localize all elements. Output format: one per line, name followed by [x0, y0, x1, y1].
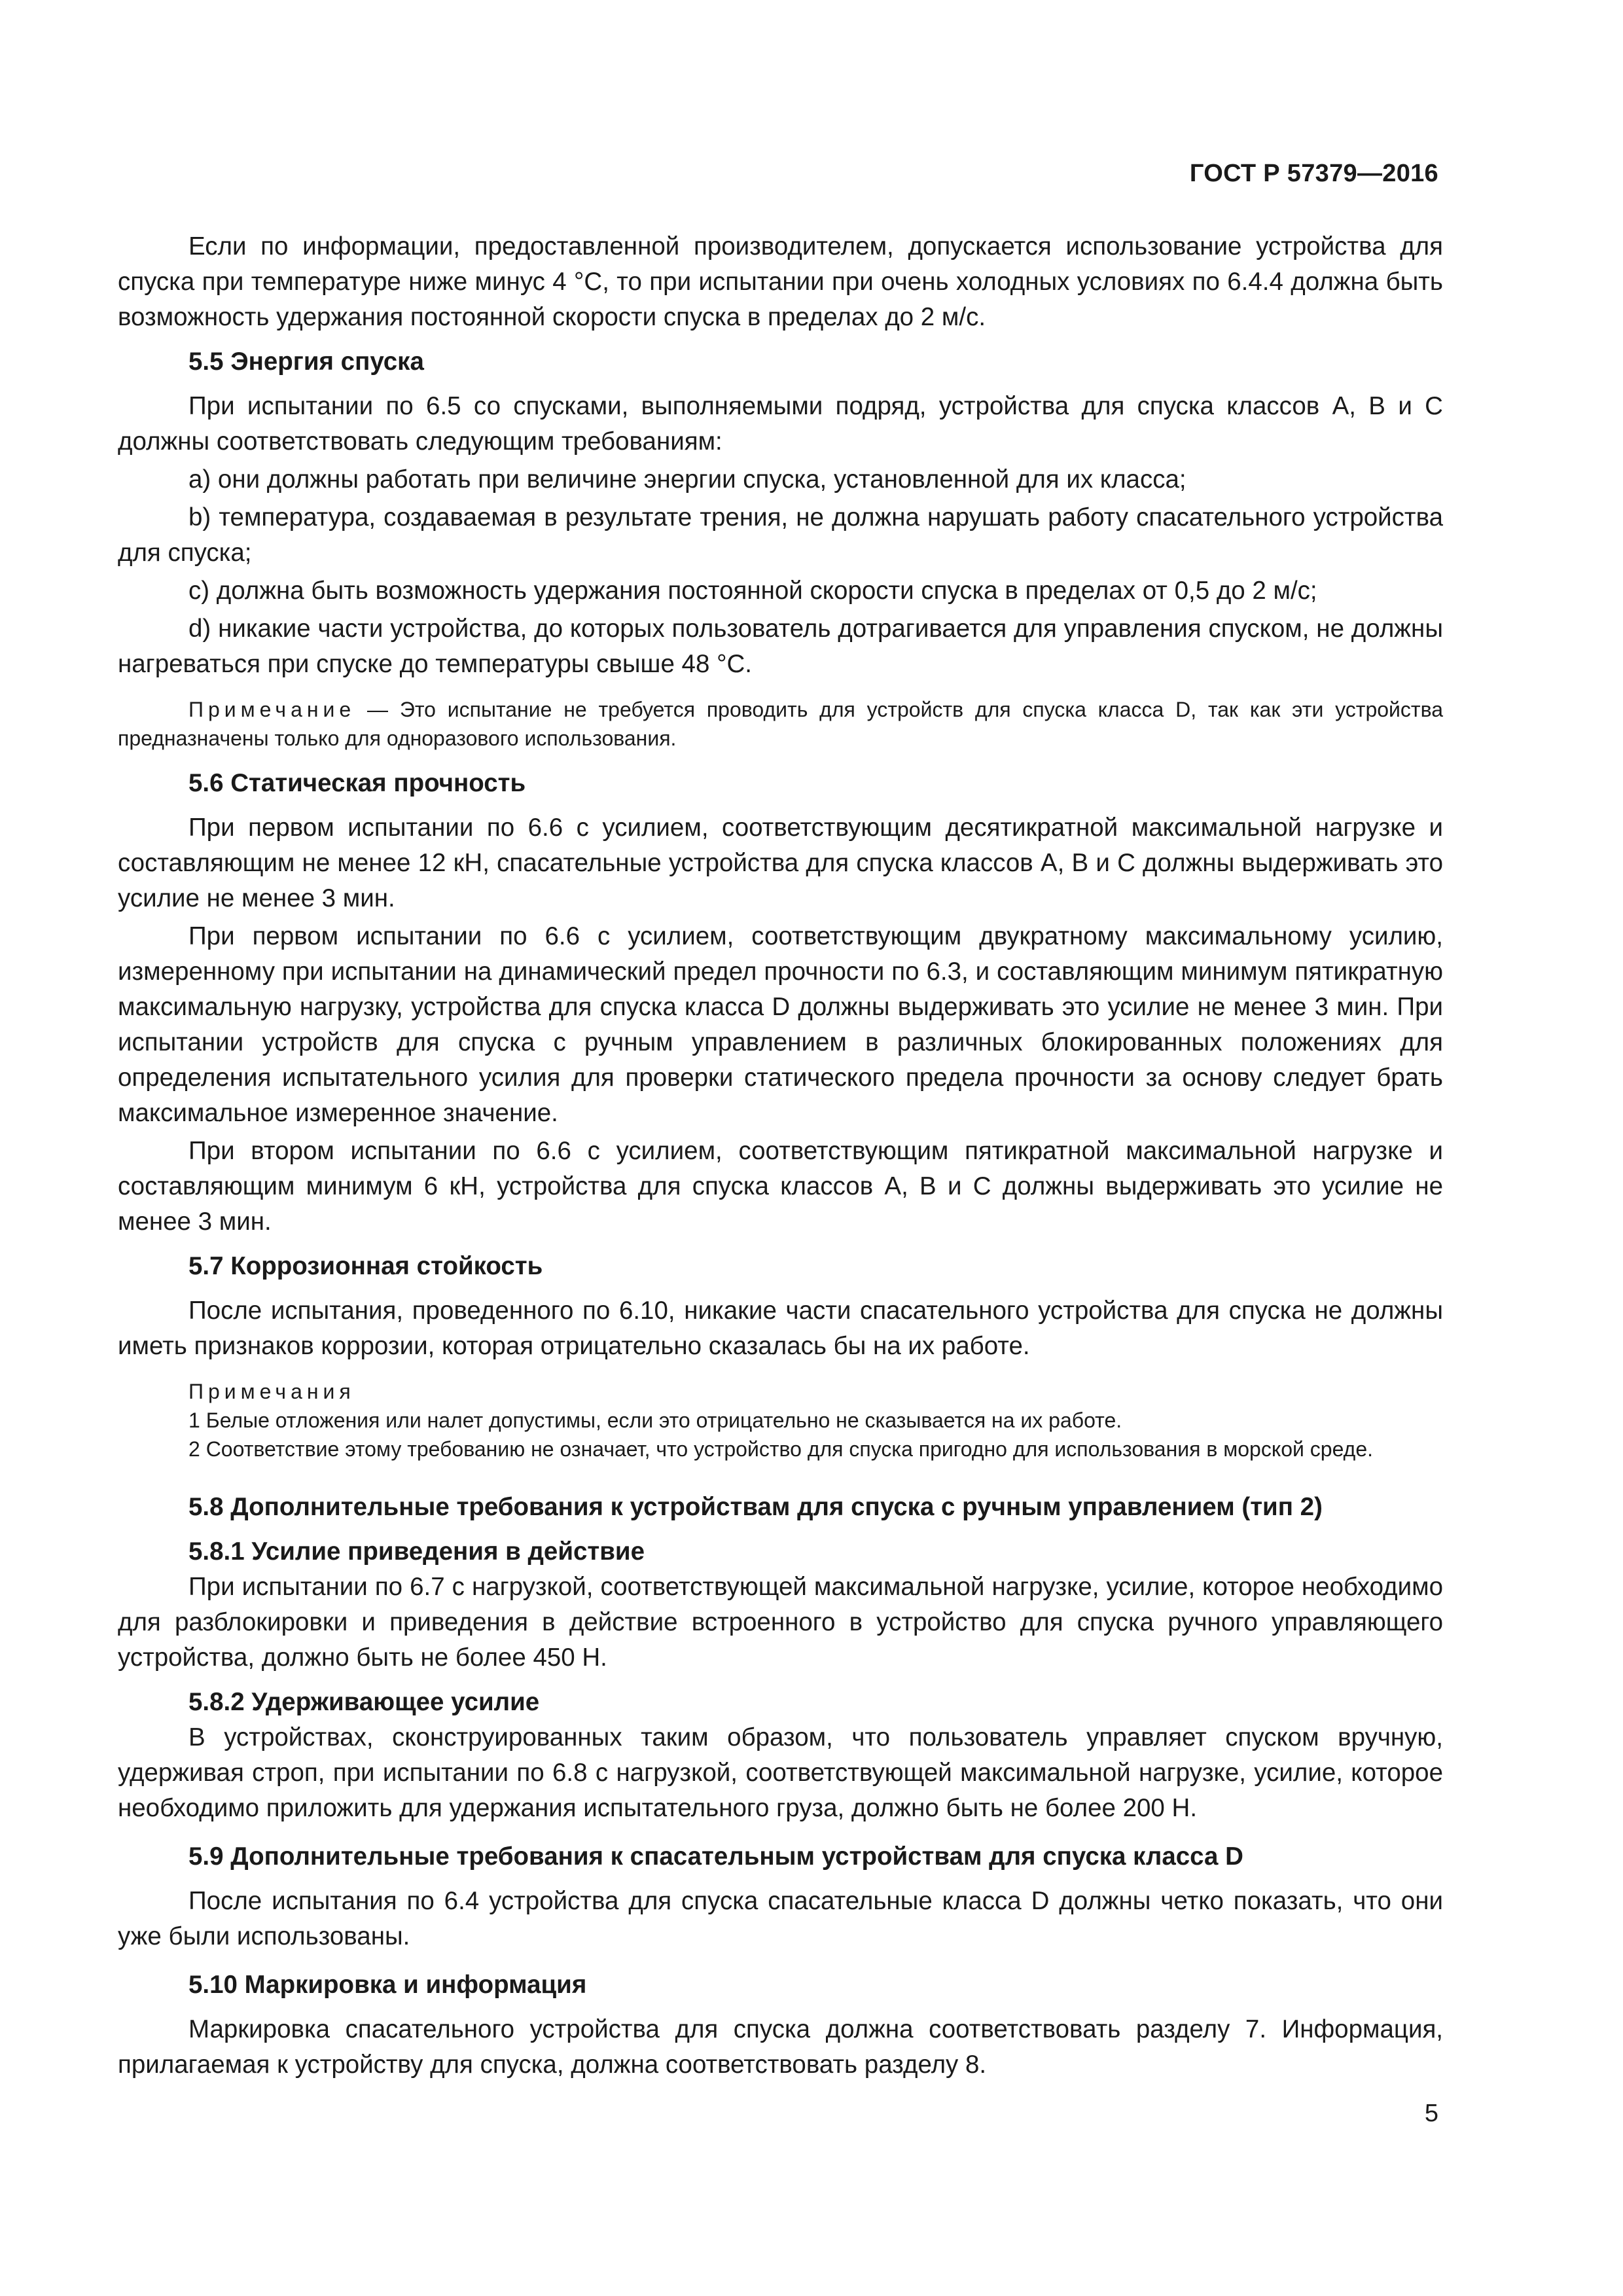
section-5-6-paragraph-1: При первом испытании по 6.6 с усилием, соответствующим десятикратной максимальной нагрузке и составляющим не менее 12 кН, спасательные устройства для спуска классов А, В и С должны выдерживать это усилие не менее 3 мин.	[118, 814, 1443, 912]
section-heading-5-7: 5.7 Коррозионная стойкость	[188, 1252, 543, 1280]
page-number: 5	[1424, 2100, 1438, 2127]
document-body	[118, 229, 1443, 2083]
document-code-header: ГОСТ Р 57379—2016	[1189, 160, 1438, 187]
subsection-5-8-2-text: В устройствах, сконструированных таким образом, что пользователь управляет спуском вручную, удерживая строп, при испытании по 6.8 с нагрузкой, соответствующей максимальной нагрузке, усилие, которое необходимо приложить для удержания испытательного груза, должно быть не более 200 Н.	[118, 1723, 1443, 1822]
section-5-7-note-2: 2 Соответствие этому требованию не означает, что устройство для спуска пригодно для использования в морской среде.	[188, 1437, 1374, 1461]
section-5-7-paragraph: После испытания, проведенного по 6.10, никакие части спасательного устройства для спуска не должны иметь признаков коррозии, которая отрицательно сказалась бы на их работе.	[118, 1297, 1443, 1360]
note-label: Примечание	[188, 698, 356, 721]
intro-paragraph: Если по информации, предоставленной производителем, допускается использование устройства для спуска при температуре ниже минус 4 °С, то при испытании при очень холодных условиях по 6.4.4 должна быть возможность удержания постоянной скорости спуска в пределах до 2 м/с.	[118, 232, 1443, 331]
section-5-5-item-d: d) никакие части устройства, до которых пользователь дотрагивается для управления спуском, не должны нагреваться при спуске до температуры свыше 48 °С.	[118, 615, 1443, 678]
section-5-5-item-b: b) температура, создаваемая в результате трения, не должна нарушать работу спасательного устройства для спуска;	[118, 503, 1443, 567]
section-heading-5-9: 5.9 Дополнительные требования к спасательным устройствам для спуска класса D	[188, 1842, 1243, 1871]
section-5-7-note-1: 1 Белые отложения или налет допустимы, если это отрицательно не сказывается на их работе.	[188, 1408, 1122, 1432]
section-heading-5-8: 5.8 Дополнительные требования к устройствам для спуска с ручным управлением (тип 2)	[188, 1493, 1323, 1521]
section-5-7-notes-label: Примечания	[188, 1380, 355, 1403]
section-5-9-text: После испытания по 6.4 устройства для спуска спасательные класса D должны четко показать, что они уже были использованы.	[118, 1887, 1443, 1950]
section-5-5-item-a: а) они должны работать при величине энергии спуска, установленной для их класса;	[188, 465, 1186, 493]
section-heading-5-5: 5.5 Энергия спуска	[188, 348, 424, 376]
note-text: — Это испытание не требуется проводить для устройств для спуска класса D, так как эти устройства предназначены только для одноразового использования.	[118, 698, 1443, 750]
section-5-6-paragraph-2: При первом испытании по 6.6 с усилием, соответствующим двукратному максимальному усилию, измеренному при испытании на динамический предел прочности по 6.3, и составляющим минимум пятикратную максимальную нагрузку, устройства для спуска класса D должны выдерживать это усилие не менее 3 мин. При испытании устройств для спуска с ручным управлением в различных блокированных положениях для определения испытательного усилия для проверки статического предела прочности за основу следует брать максимальное измеренное значение.	[118, 922, 1443, 1127]
section-5-5-item-c: с) должна быть возможность удержания постоянной скорости спуска в пределах от 0,5 до 2 м/с;	[188, 577, 1317, 605]
section-5-5-note	[118, 695, 1443, 753]
section-5-5-lead: При испытании по 6.5 со спусками, выполняемыми подряд, устройства для спуска классов А, В и С должны соответствовать следующим требованиям:	[118, 392, 1443, 456]
section-5-6-paragraph-3: При втором испытании по 6.6 с усилием, соответствующим пятикратной максимальной нагрузке и составляющим минимум 6 кН, устройства для спуска классов А, В и С должны выдерживать это усилие не менее 3 мин.	[118, 1137, 1443, 1236]
section-5-10-text: Маркировка спасательного устройства для спуска должна соответствовать разделу 7. Информация, прилагаемая к устройству для спуска, должна соответствовать разделу 8.	[118, 2015, 1443, 2079]
subsection-5-8-1-text: При испытании по 6.7 с нагрузкой, соответствующей максимальной нагрузке, усилие, которое необходимо для разблокировки и приведения в действие встроенного в устройство для спуска ручного управляющего устройства, должно быть не более 450 Н.	[118, 1573, 1443, 1672]
subsection-heading-5-8-2: 5.8.2 Удерживающее усилие	[188, 1688, 540, 1716]
subsection-heading-5-8-1: 5.8.1 Усилие приведения в действие	[188, 1537, 645, 1566]
section-heading-5-6: 5.6 Статическая прочность	[188, 769, 526, 797]
section-heading-5-10: 5.10 Маркировка и информация	[188, 1971, 587, 1999]
